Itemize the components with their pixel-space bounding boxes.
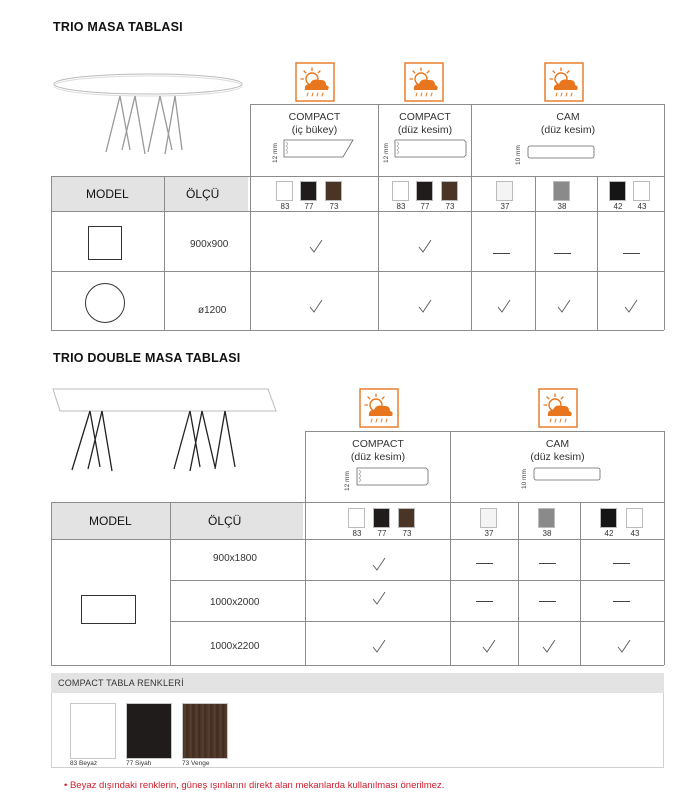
swatch-code: 37 <box>500 202 510 211</box>
thickness-label: 12 mm <box>344 471 351 491</box>
check-icon <box>497 299 511 313</box>
check-icon <box>418 299 432 313</box>
swatch-code: 38 <box>557 202 567 211</box>
size-value: ø1200 <box>198 305 227 316</box>
swatch-code: 83 <box>280 202 290 211</box>
size-header: ÖLÇÜ <box>186 187 220 201</box>
check-icon <box>418 239 432 253</box>
size-header: ÖLÇÜ <box>208 514 242 528</box>
check-icon <box>542 639 556 653</box>
swatch-code: 42 <box>613 202 623 211</box>
check-icon <box>372 557 386 571</box>
check-icon <box>372 591 386 605</box>
dash-icon <box>539 563 556 564</box>
dash-icon <box>613 563 630 564</box>
concave-profile-icon <box>283 138 363 160</box>
size-value: 900x1800 <box>213 553 257 564</box>
swatch-43 <box>633 181 650 201</box>
square-table-shape <box>88 226 122 260</box>
dash-icon <box>623 253 640 254</box>
color-label: 77 Siyah <box>126 760 152 767</box>
swatch-code: 83 <box>396 202 406 211</box>
swatch-38 <box>538 508 555 528</box>
group-compact-straight-title: COMPACT (düz kesim) <box>350 438 406 463</box>
warning-note: • Beyaz dışındaki renklerin, güneş ışınlarını direkt alan mekanlarda kullanılması önerilmez. <box>64 780 445 791</box>
swatch-37 <box>480 508 497 528</box>
swatch-43 <box>626 508 643 528</box>
outdoor-sun-icon <box>359 388 399 428</box>
swatch-83 <box>392 181 409 201</box>
group-glass-title: CAM (düz kesim) <box>540 111 596 136</box>
swatch-77 <box>416 181 433 201</box>
check-icon <box>482 639 496 653</box>
swatch-77 <box>373 508 390 528</box>
swatch-code: 38 <box>542 529 552 538</box>
model-header: MODEL <box>89 514 132 528</box>
swatch-code: 77 <box>420 202 430 211</box>
swatch-code: 73 <box>402 529 412 538</box>
swatch-code: 37 <box>484 529 494 538</box>
group-compact-straight-title: COMPACT (düz kesim) <box>397 111 453 136</box>
size-value: 1000x2000 <box>210 597 260 608</box>
swatch-code: 43 <box>637 202 647 211</box>
check-icon <box>309 239 323 253</box>
check-icon <box>624 299 638 313</box>
glass-profile-icon <box>533 467 603 483</box>
swatch-42 <box>609 181 626 201</box>
straight-profile-icon <box>356 466 436 488</box>
outdoor-sun-icon <box>538 388 578 428</box>
dash-icon <box>476 601 493 602</box>
color-label: 73 Venge <box>182 760 210 767</box>
dash-icon <box>476 563 493 564</box>
check-icon <box>372 639 386 653</box>
group-compact-concave-title: COMPACT (iç bükey) <box>288 111 341 136</box>
swatch-code: 42 <box>604 529 614 538</box>
dash-icon <box>493 253 510 254</box>
size-value: 1000x2200 <box>210 641 260 652</box>
color-swatch-white <box>70 703 116 759</box>
swatch-code: 77 <box>304 202 314 211</box>
swatch-83 <box>348 508 365 528</box>
section1-title: TRIO MASA TABLASI <box>53 20 183 34</box>
thickness-label: 12 mm <box>383 143 390 163</box>
thickness-label: 10 mm <box>521 469 528 489</box>
swatch-73 <box>441 181 458 201</box>
swatch-code: 73 <box>445 202 455 211</box>
model-header: MODEL <box>86 187 129 201</box>
group-glass-title: CAM (düz kesim) <box>530 438 585 463</box>
thickness-label: 12 mm <box>272 143 279 163</box>
section2-title: TRIO DOUBLE MASA TABLASI <box>53 351 241 365</box>
legend-title: COMPACT TABLA RENKLERİ <box>58 678 184 688</box>
rectangular-table-illustration <box>50 385 280 475</box>
dash-icon <box>539 601 556 602</box>
size-value: 900x900 <box>190 239 229 250</box>
swatch-73 <box>398 508 415 528</box>
glass-profile-icon <box>527 145 597 161</box>
swatch-42 <box>600 508 617 528</box>
dash-icon <box>554 253 571 254</box>
color-swatch-black <box>126 703 172 759</box>
check-icon <box>309 299 323 313</box>
outdoor-sun-icon <box>544 62 584 102</box>
check-icon <box>557 299 571 313</box>
round-table-shape <box>85 283 125 323</box>
outdoor-sun-icon <box>295 62 335 102</box>
color-swatch-wenge <box>182 703 228 759</box>
swatch-code: 73 <box>329 202 339 211</box>
rectangle-table-shape <box>81 595 136 624</box>
thickness-label: 10 mm <box>515 145 522 165</box>
check-icon <box>617 639 631 653</box>
swatch-77 <box>300 181 317 201</box>
swatch-73 <box>325 181 342 201</box>
swatch-38 <box>553 181 570 201</box>
straight-profile-icon <box>394 138 474 160</box>
outdoor-sun-icon <box>404 62 444 102</box>
swatch-code: 83 <box>352 529 362 538</box>
swatch-83 <box>276 181 293 201</box>
swatch-37 <box>496 181 513 201</box>
round-table-illustration <box>50 70 250 160</box>
dash-icon <box>613 601 630 602</box>
swatch-code: 43 <box>630 529 640 538</box>
swatch-code: 77 <box>377 529 387 538</box>
color-label: 83 Beyaz <box>70 760 98 767</box>
